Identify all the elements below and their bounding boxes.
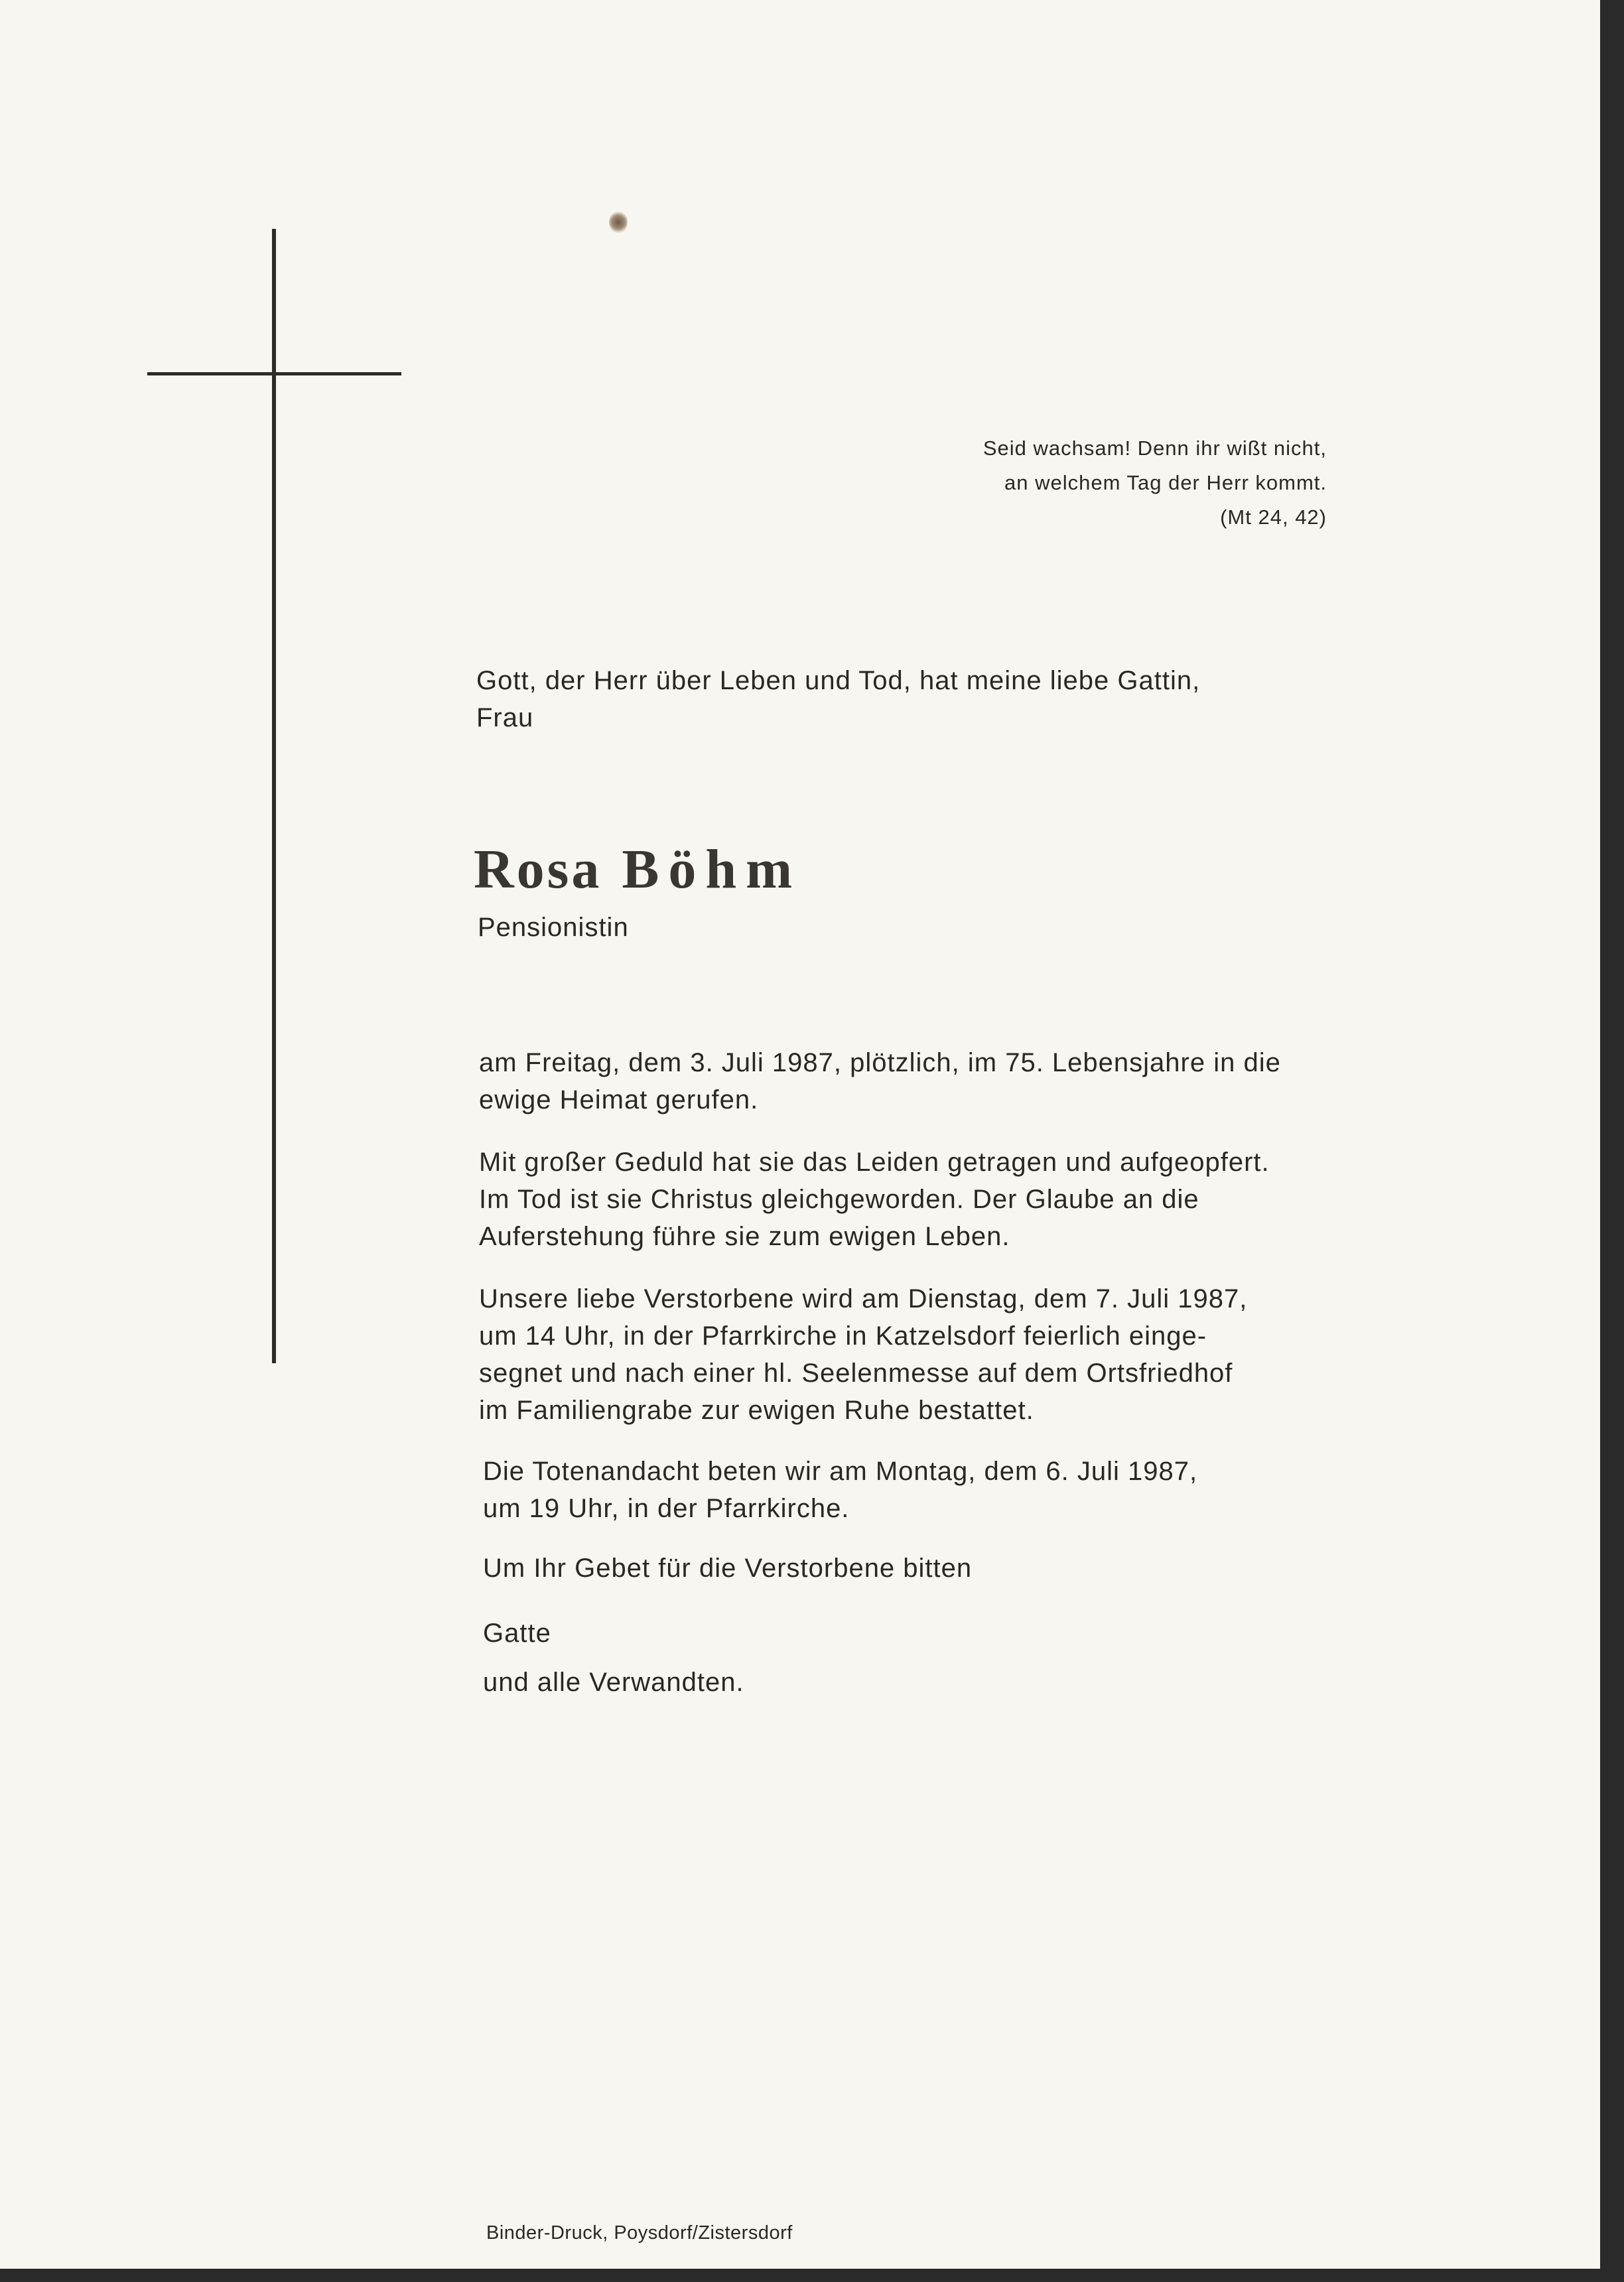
paragraph-line: Mit großer Geduld hat sie das Leiden getragen und aufgeopfert.: [479, 1148, 1270, 1177]
cross-vertical-bar: [272, 229, 276, 1363]
paragraph-line: Im Tod ist sie Christus gleichgeworden. Der Glaube an die: [479, 1185, 1199, 1214]
paragraph-line: Unsere liebe Verstorbene wird am Dienstag, dem 7. Juli 1987,: [479, 1284, 1248, 1313]
paragraph-line: und alle Verwandten.: [483, 1668, 744, 1697]
deceased-name: [474, 837, 801, 902]
paragraph-line: Die Totenandacht beten wir am Montag, dem 6. Juli 1987,: [483, 1457, 1198, 1486]
occupation-label: Pensionistin: [478, 913, 629, 942]
bible-verse-reference: (Mt 24, 42): [1220, 505, 1327, 529]
deceased-surname: Böhm: [622, 839, 802, 900]
intro-text: [476, 662, 1200, 736]
bible-verse: [922, 431, 1327, 535]
paragraph-line: um 19 Uhr, in der Pfarrkirche.: [483, 1494, 850, 1523]
paragraph-vigil: [483, 1453, 1197, 1527]
paragraph-line: Auferstehung führe sie zum ewigen Leben.: [479, 1222, 1010, 1251]
paragraph-line: Um Ihr Gebet für die Verstorbene bitten: [483, 1554, 973, 1583]
paper-stain: [609, 211, 628, 234]
deceased-occupation: [478, 909, 629, 946]
paragraph-line: am Freitag, dem 3. Juli 1987, plötzlich, im 75. Lebensjahre in die: [479, 1048, 1281, 1077]
bible-verse-line: an welchem Tag der Herr kommt.: [1004, 471, 1327, 494]
intro-line: Frau: [476, 703, 534, 732]
paragraph-line: ewige Heimat gerufen.: [479, 1085, 759, 1114]
paragraph-line: um 14 Uhr, in der Pfarrkirche in Katzelsdorf feierlich einge-: [479, 1321, 1207, 1351]
cross-horizontal-bar: [147, 372, 401, 375]
deceased-first-name: Rosa: [474, 839, 602, 900]
paragraph-death-notice: [479, 1044, 1281, 1118]
paragraph-funeral: [479, 1280, 1247, 1429]
signature-relatives: [483, 1664, 744, 1701]
intro-line: Gott, der Herr über Leben und Tod, hat meine liebe Gattin,: [476, 666, 1201, 695]
paragraph-line: segnet und nach einer hl. Seelenmesse auf dem Ortsfriedhof: [479, 1359, 1233, 1388]
printer-imprint: Binder-Druck, Poysdorf/Zistersdorf: [486, 2222, 793, 2244]
paragraph-prayer-request: [483, 1550, 972, 1587]
paragraph-faith: [479, 1144, 1270, 1255]
bible-verse-line: Seid wachsam! Denn ihr wißt nicht,: [982, 436, 1327, 460]
paragraph-line: im Familiengrabe zur ewigen Ruhe bestattet.: [479, 1396, 1034, 1425]
signature-spouse: [483, 1615, 551, 1652]
paragraph-line: Gatte: [483, 1619, 551, 1648]
